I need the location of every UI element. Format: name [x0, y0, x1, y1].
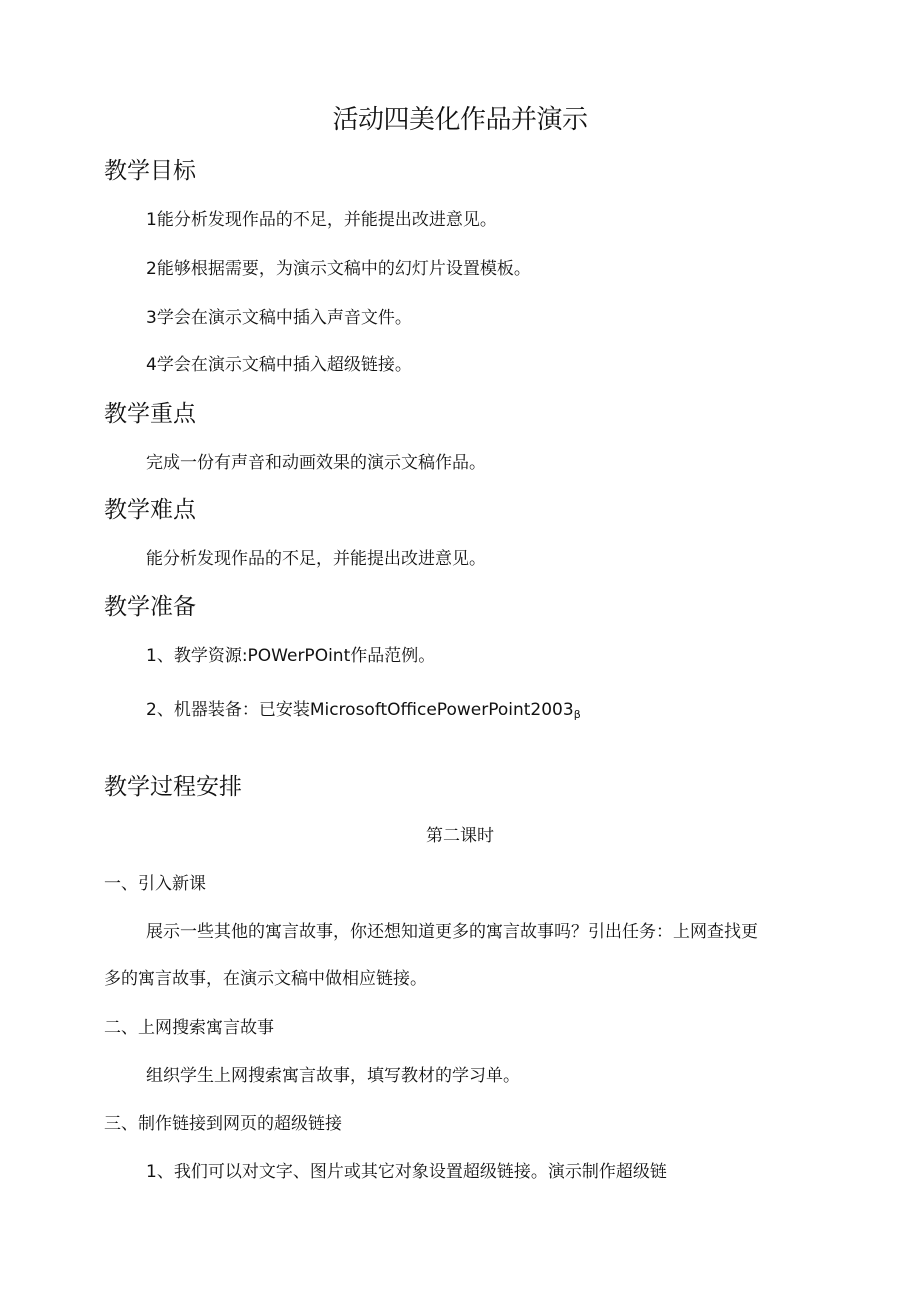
lesson-label: 第二课时: [426, 826, 494, 846]
preparation-heading: 教学准备: [104, 594, 196, 620]
goal-item-3: 3学会在演示文稿中插入声音文件。: [146, 308, 412, 328]
document-title: 活动四美化作品并演示: [332, 105, 588, 135]
section-1-line-1: 展示一些其他的寓言故事，你还想知道更多的寓言故事吗？引出任务：上网查找更: [146, 922, 758, 942]
section-2-heading: 二、上网搜索寓言故事: [104, 1018, 274, 1038]
section-2-line-1: 组织学生上网搜索寓言故事，填写教材的学习单。: [146, 1066, 520, 1086]
section-1-heading: 一、引入新课: [104, 874, 206, 894]
process-heading: 教学过程安排: [104, 774, 242, 800]
difficulties-heading: 教学难点: [104, 497, 196, 523]
difficulties-text: 能分析发现作品的不足，并能提出改进意见。: [146, 549, 486, 569]
key-points-heading: 教学重点: [104, 401, 196, 427]
goal-item-4: 4学会在演示文稿中插入超级链接。: [146, 355, 412, 375]
section-3-line-1: 1、我们可以对文字、图片或其它对象设置超级链接。演示制作超级链: [146, 1162, 667, 1182]
section-1-line-2: 多的寓言故事，在演示文稿中做相应链接。: [104, 969, 427, 989]
key-points-text: 完成一份有声音和动画效果的演示文稿作品。: [146, 453, 486, 473]
section-3-heading: 三、制作链接到网页的超级链接: [104, 1114, 342, 1134]
preparation-item-1: 1、教学资源:POWerPOint作品范例。: [146, 646, 436, 666]
goal-item-1: 1能分析发现作品的不足，并能提出改进意见。: [146, 210, 497, 230]
goals-heading: 教学目标: [104, 158, 196, 184]
preparation-item-2: [146, 702, 581, 720]
preparation-item-2-suffix: β: [573, 708, 581, 721]
goal-item-2: 2能够根据需要，为演示文稿中的幻灯片设置模板。: [146, 259, 531, 279]
preparation-item-2-text: 2、机器装备：已安装MicrosoftOfficePowerPoint2003: [146, 700, 574, 720]
